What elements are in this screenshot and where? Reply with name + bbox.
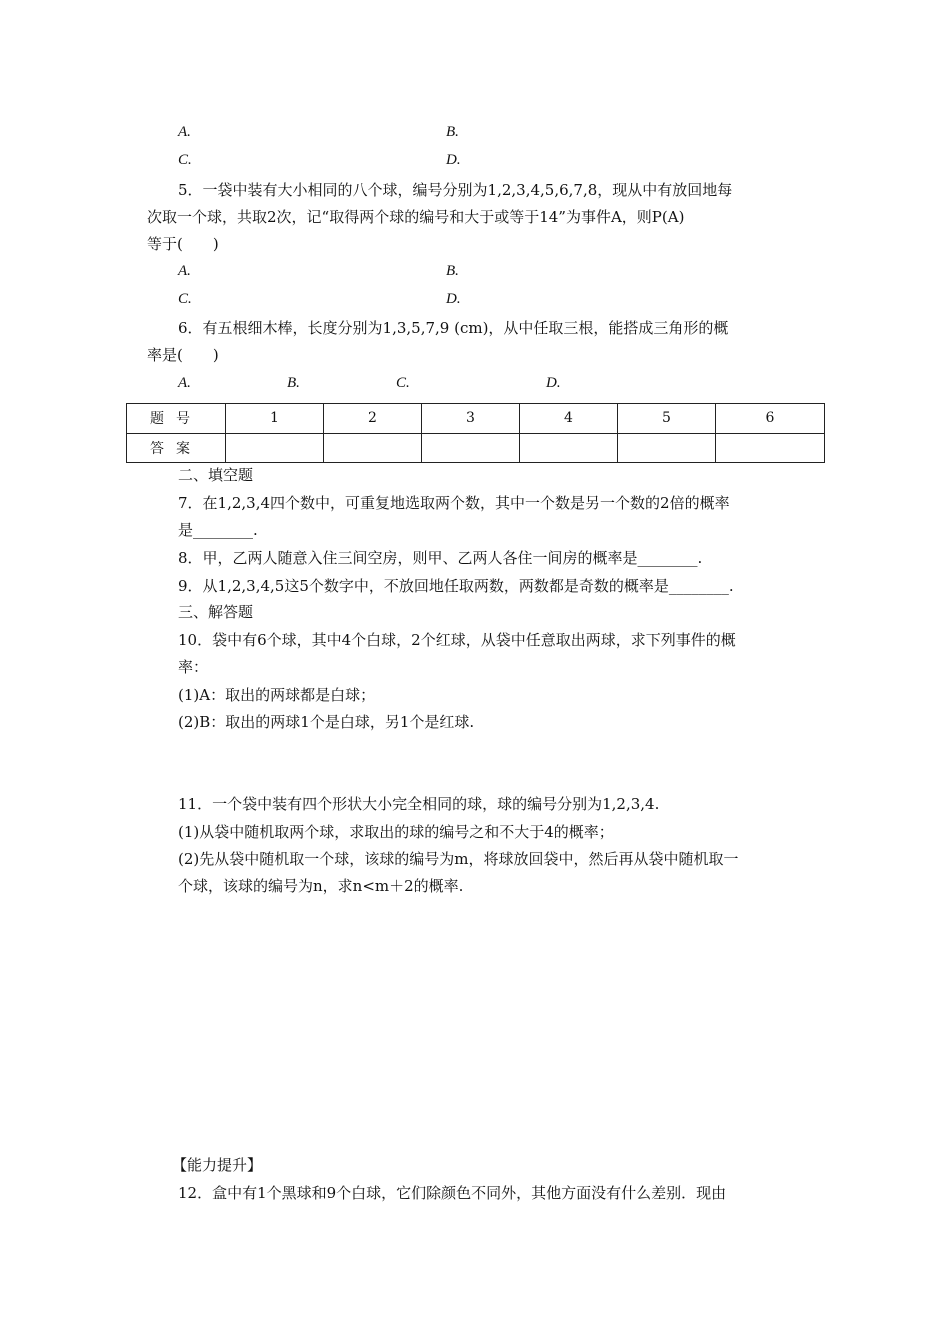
answer-table-answer-row [127,433,825,463]
answer-cell[interactable] [226,433,324,463]
q11-line1: 11．一个袋中装有四个形状大小完全相同的球，球的编号分别为1,2,3,4. [178,795,660,813]
q5-option-c: C. [178,291,192,307]
q5-line1: 5．一袋中装有大小相同的八个球，编号分别为1,2,3,4,5,6,7,8，现从中有放回地每 [178,181,733,199]
q7-line2: 是________. [178,521,258,539]
table-number-cell: 1 [226,404,324,434]
q12-line1: 12．盒中有1个黑球和9个白球，它们除颜色不同外，其他方面没有什么差别．现由 [178,1184,727,1202]
q6-line1: 6．有五根细木棒，长度分别为1,3,5,7,9 (cm)，从中任取三根，能搭成三角形的概 [178,319,729,337]
q6-option-d: D. [546,375,561,391]
q4-option-a: A. [178,124,191,140]
table-number-cell: 2 [324,404,422,434]
section-heading-fill-in: 二、填空题 [178,466,254,484]
q9-text: 9．从1,2,3,4,5这5个数字中，不放回地任取两数，两数都是奇数的概率是________. [178,577,734,595]
table-label-question-number: 题号 [127,404,226,434]
q4-option-b: B. [446,124,459,140]
q10-line1: 10．袋中有6个球，其中4个白球，2个红球，从袋中任意取出两球，求下列事件的概 [178,631,736,649]
q10-part1: (1)A：取出的两球都是白球； [178,686,376,704]
q10-line2: 率： [178,658,209,676]
q7-line1: 7．在1,2,3,4四个数中，可重复地选取两个数，其中一个数是另一个数的2倍的概率 [178,494,730,512]
table-number-cell: 5 [618,404,716,434]
q11-part2-line1: (2)先从袋中随机取一个球，该球的编号为m，将球放回袋中，然后再从袋中随机取一 [178,850,739,868]
answer-cell[interactable] [324,433,422,463]
table-label-answer: 答案 [127,433,226,463]
q4-option-d: D. [446,152,461,168]
q6-option-c: C. [396,375,410,391]
q5-line3: 等于( ) [147,235,219,253]
section-heading-solve: 三、解答题 [178,603,254,621]
answer-cell[interactable] [422,433,520,463]
q11-part2-line2: 个球，该球的编号为n，求n<m＋2的概率. [178,877,464,895]
q10-part2: (2)B：取出的两球1个是白球，另1个是红球. [178,713,475,731]
q6-option-b: B. [287,375,300,391]
q5-line2: 次取一个球，共取2次，记“取得两个球的编号和大于或等于14”为事件A，则P(A) [147,208,685,226]
answer-table [126,403,825,463]
answer-cell[interactable] [716,433,825,463]
q5-option-a: A. [178,263,191,279]
answer-cell[interactable] [520,433,618,463]
table-number-cell: 4 [520,404,618,434]
q8-text: 8．甲，乙两人随意入住三间空房，则甲、乙两人各住一间房的概率是________. [178,549,703,567]
q11-part1: (1)从袋中随机取两个球，求取出的球的编号之和不大于4的概率； [178,823,614,841]
q5-option-b: B. [446,263,459,279]
q5-option-d: D. [446,291,461,307]
q4-option-c: C. [178,152,192,168]
ability-heading: 【能力提升】 [172,1156,263,1174]
table-number-cell: 3 [422,404,520,434]
answer-table-number-row [127,404,825,434]
q6-line2: 率是( ) [147,346,219,364]
q6-option-a: A. [178,375,191,391]
table-number-cell: 6 [716,404,825,434]
answer-cell[interactable] [618,433,716,463]
